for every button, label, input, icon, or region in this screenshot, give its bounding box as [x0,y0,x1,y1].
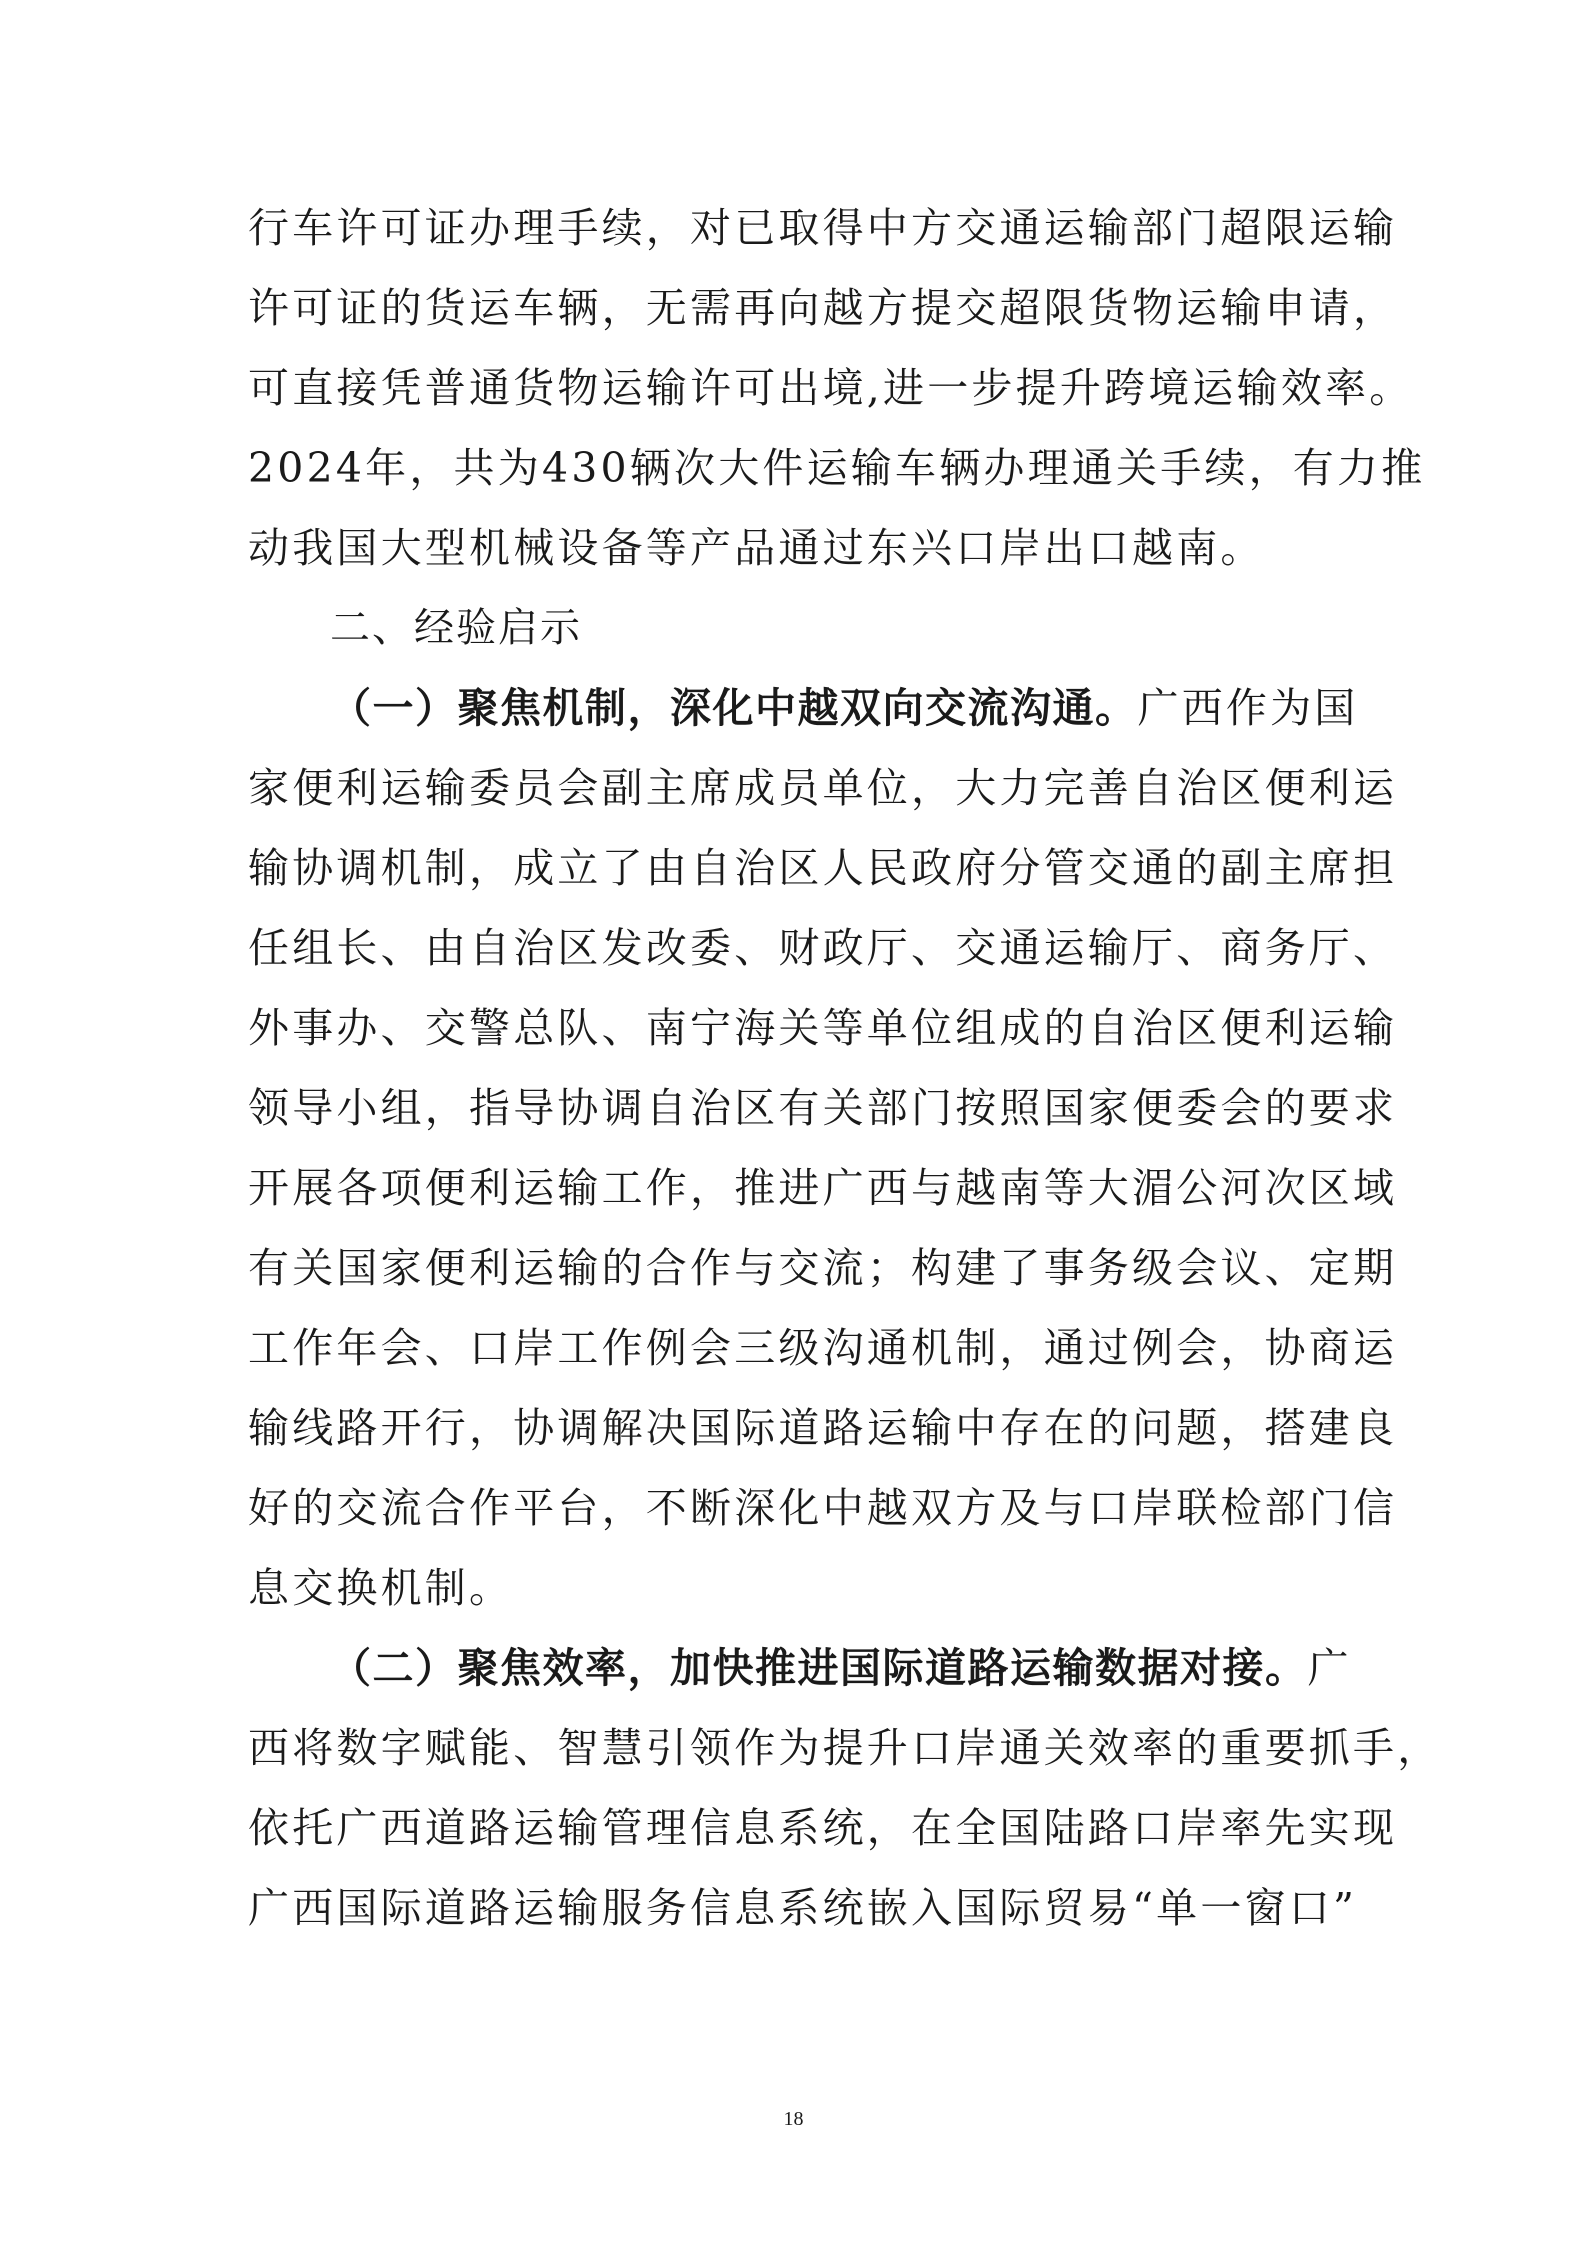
text-line: 行车许可证办理手续，对已取得中方交通运输部门超限运输 [248,204,1398,252]
text-line: 家便利运输委员会副主席成员单位，大力完善自治区便利运 [248,764,1398,812]
text-line: 领导小组，指导协调自治区有关部门按照国家便委会的要求 [248,1084,1398,1132]
text-line: 外事办、交警总队、南宁海关等单位组成的自治区便利运输 [248,1004,1398,1052]
text-line: 开展各项便利运输工作，推进广西与越南等大湄公河次区域 [248,1164,1398,1212]
text-line: 输线路开行，协调解决国际道路运输中存在的问题，搭建良 [248,1404,1398,1452]
text-run: 广 [1307,1644,1352,1692]
subsection-title: （一）聚焦机制，深化中越双向交流沟通。 [330,684,1138,732]
text-run: 广西作为国 [1137,684,1359,732]
subsection-first-line [248,1628,1352,1708]
text-line: 西将数字赋能、智慧引领作为提升口岸通关效率的重要抓手， [248,1724,1442,1772]
section-heading: 二、经验启示 [330,605,582,651]
subsection-first-line [248,668,1359,748]
text-line: 动我国大型机械设备等产品通过东兴口岸出口越南。 [248,524,1265,572]
page-number: 18 [783,2108,804,2130]
text-line: 广西国际道路运输服务信息系统嵌入国际贸易“单一窗口” [248,1884,1358,1932]
text-line: 息交换机制。 [248,1564,514,1612]
text-line: 依托广西道路运输管理信息系统，在全国陆路口岸率先实现 [248,1804,1398,1852]
text-line: 好的交流合作平台，不断深化中越双方及与口岸联检部门信 [248,1484,1398,1532]
text-line: 有关国家便利运输的合作与交流；构建了事务级会议、定期 [248,1244,1398,1292]
text-line: 可直接凭普通货物运输许可出境,进一步提升跨境运输效率。 [248,364,1414,412]
text-line: 任组长、由自治区发改委、财政厅、交通运输厅、商务厅、 [248,924,1398,972]
subsection-title: （二）聚焦效率，加快推进国际道路运输数据对接。 [330,1644,1308,1692]
document-body [248,188,1442,1948]
text-line: 工作年会、口岸工作例会三级沟通机制，通过例会，协商运 [248,1324,1398,1372]
text-line: 输协调机制，成立了由自治区人民政府分管交通的副主席担 [248,844,1398,892]
text-line: 2024年，共为430辆次大件运输车辆办理通关手续，有力推 [248,444,1426,492]
text-line: 许可证的货运车辆，无需再向越方提交超限货物运输申请， [248,284,1398,332]
